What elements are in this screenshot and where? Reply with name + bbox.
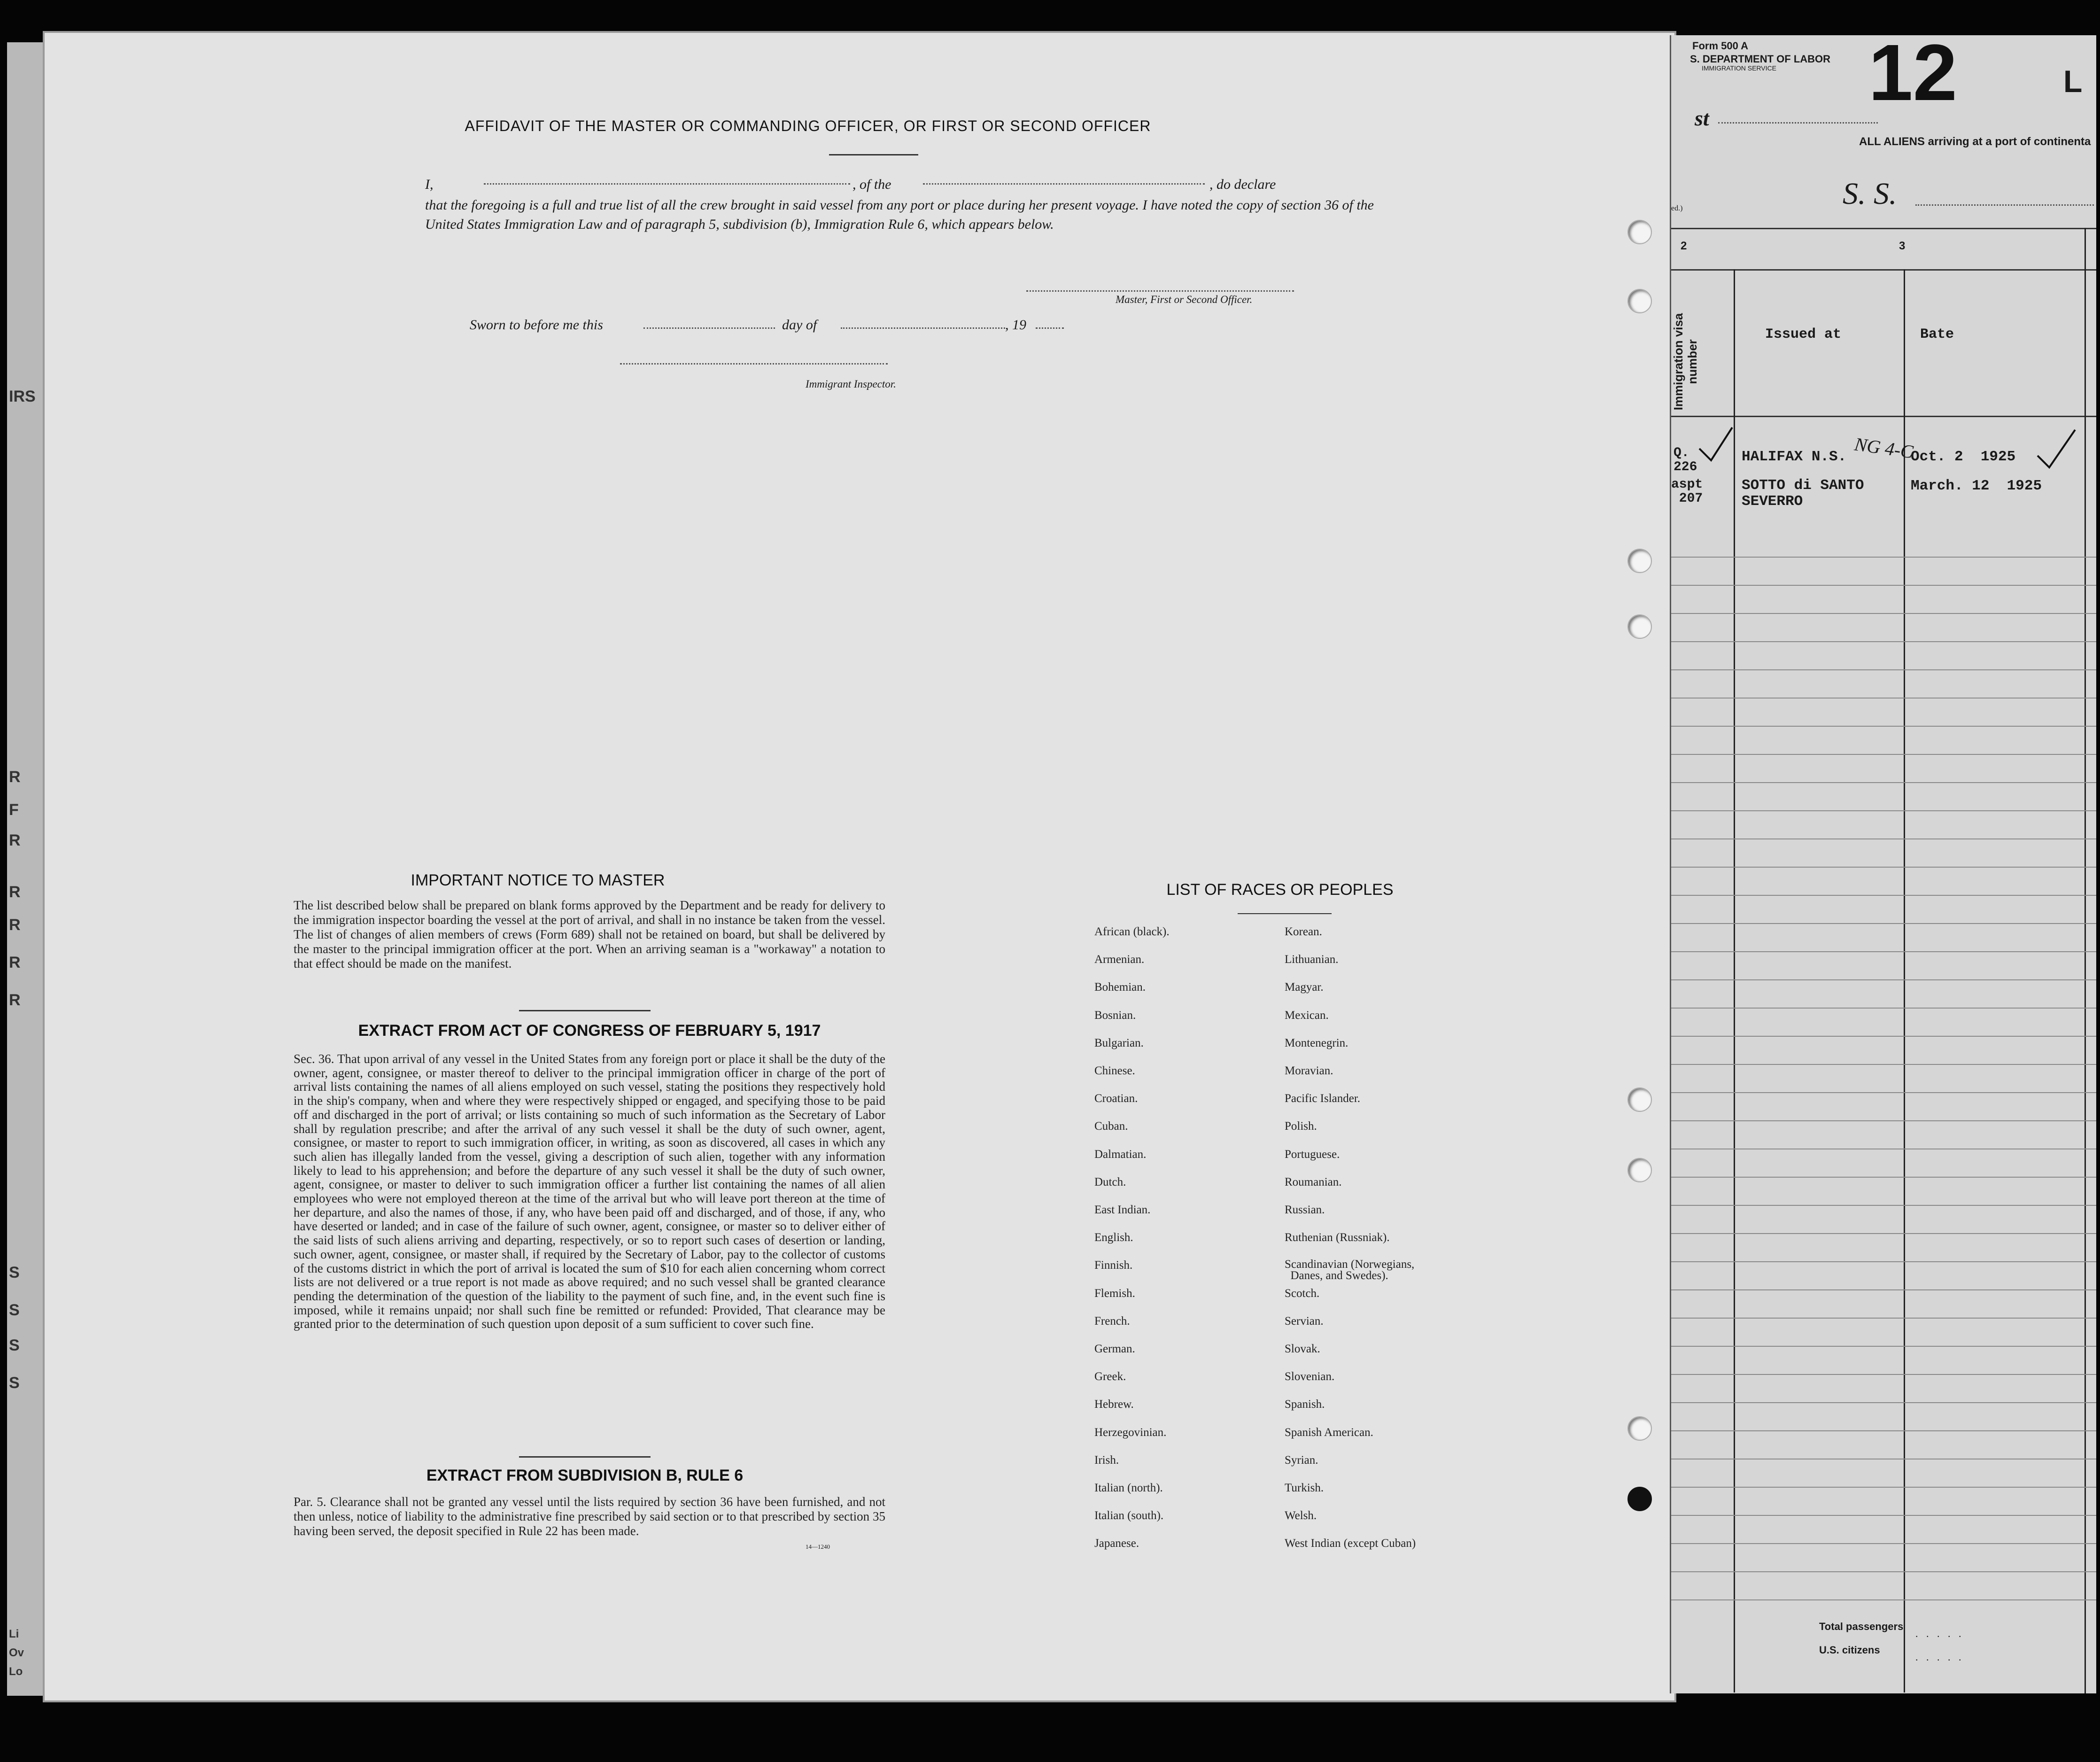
race-item: Mexican. [1285, 1009, 1329, 1022]
race-item: Scotch. [1285, 1287, 1320, 1300]
issued-at-cell: SOTTO di SANTO SEVERRO [1742, 477, 1864, 510]
edge-letter: Ov [9, 1646, 24, 1659]
table-top-rule [1671, 228, 2096, 229]
divider [519, 1456, 651, 1458]
master-signature-line [1026, 290, 1294, 292]
race-item: Italian (south). [1094, 1509, 1164, 1522]
year-label: , 19 [1005, 317, 1026, 333]
race-item: English. [1094, 1231, 1133, 1244]
blank-line [1718, 122, 1878, 124]
row-rule [1671, 1233, 2096, 1234]
master-label: Master, First or Second Officer. [1116, 294, 1253, 305]
column-number: 2 [1681, 240, 1687, 252]
row-rule [1671, 557, 2096, 558]
divider [519, 1010, 651, 1011]
race-item: Servian. [1285, 1314, 1324, 1327]
page-number: 12 [1868, 35, 1958, 117]
race-item: Hebrew. [1094, 1398, 1134, 1411]
month-blank [841, 327, 1005, 329]
notice-title: IMPORTANT NOTICE TO MASTER [411, 871, 665, 889]
race-item: Greek. [1094, 1370, 1126, 1383]
race-item: Bulgarian. [1094, 1036, 1144, 1049]
row-rule [1671, 1346, 2096, 1347]
row-rule [1671, 1036, 2096, 1037]
race-item: Lithuanian. [1285, 953, 1339, 966]
form-code: 14—1240 [806, 1543, 830, 1550]
row-rule [1671, 1430, 2096, 1431]
row-rule [1671, 1318, 2096, 1319]
row-rule [1671, 838, 2096, 839]
edge-letter: S [9, 1374, 20, 1392]
race-item: German. [1094, 1343, 1135, 1355]
row-rule [1671, 1599, 2096, 1600]
race-item: Russian. [1285, 1203, 1325, 1216]
race-item: Ruthenian (Russniak). [1285, 1231, 1390, 1244]
races-column-1 [1094, 925, 1292, 1592]
edge-letter: S [9, 1301, 20, 1319]
race-item: Roumanian. [1285, 1175, 1342, 1188]
punch-hole [1627, 1416, 1652, 1441]
notice-text: The list described below shall be prepared on blank forms approved by the Department and be ready for delivery to the immigration inspector boarding the vessel at the port of arrival, and shall in no instance be taken from the vessel. The list of changes of alien members of crews (Form 689) shall not be retained on board, but shall be delivered by the master to the principal immigration officer at the port. When an arriving seaman is a "workaway" a notation to that effect should be made on the manifest. [294, 898, 885, 970]
row-rule [1671, 1543, 2096, 1544]
ed-fragment: ed.) [1671, 204, 1683, 212]
race-item: West Indian (except Cuban) [1285, 1537, 1416, 1550]
row-rule [1671, 1008, 2096, 1009]
row-rule [1671, 613, 2096, 614]
row-rule [1671, 669, 2096, 670]
sworn-label: Sworn to before me this [470, 317, 603, 333]
row-rule [1671, 1177, 2096, 1178]
row-rule [1671, 1261, 2096, 1262]
row-rule [1671, 726, 2096, 727]
row-rule [1671, 1120, 2096, 1121]
punch-hole [1627, 1487, 1652, 1511]
inspector-signature-line [620, 363, 888, 365]
edge-letter: R [9, 916, 21, 934]
of-the-label: , of the [852, 177, 891, 192]
punch-hole [1627, 1087, 1652, 1112]
edge-letter: F [9, 801, 19, 819]
row-rule [1671, 698, 2096, 699]
punch-hole [1627, 1158, 1652, 1182]
race-item: Slovenian. [1285, 1370, 1335, 1383]
row-rule [1671, 641, 2096, 642]
row-rule [1671, 1064, 2096, 1065]
edge-letter: Lo [9, 1665, 23, 1678]
punch-hole [1627, 289, 1652, 313]
manifest-sheet: Form 500 A S. DEPARTMENT OF LABOR IMMIGRATION SERVICE 12 L st ALL ALIENS arriving at a port of continenta ed.) S. S. 2 3 Immigration visa number Issued at Bate Q. 226 HALIFAX N.S. NG 4-C Oct. 2 1925 aspt 207 SOTTO di SANTO SEVERRO March. 12 1925 Total passengers . . . . . U.S. citizens . . . . . [1670, 35, 2096, 1693]
race-item: Herzegovinian. [1094, 1426, 1167, 1439]
race-item: French. [1094, 1314, 1130, 1327]
race-item: Polish. [1285, 1120, 1317, 1133]
race-item: Welsh. [1285, 1509, 1317, 1522]
race-item: East Indian. [1094, 1203, 1151, 1216]
row-rule [1671, 1515, 2096, 1516]
ship-name-blank [1915, 204, 2094, 206]
issued-at-header: Issued at [1765, 326, 1842, 342]
race-item: Bosnian. [1094, 1009, 1136, 1022]
race-item: Italian (north). [1094, 1482, 1163, 1494]
divider [829, 154, 918, 155]
row-rule [1671, 782, 2096, 783]
crew-list-form-sheet [45, 33, 1674, 1700]
all-aliens-title: ALL ALIENS arriving at a port of continenta [1859, 135, 2091, 148]
row-rule [1671, 951, 2096, 952]
edge-letter: R [9, 831, 21, 849]
name-blank [484, 183, 850, 185]
year-blank [1036, 327, 1064, 329]
race-item: Portuguese. [1285, 1148, 1340, 1161]
edge-letter: R [9, 991, 21, 1009]
service-label: IMMIGRATION SERVICE [1702, 64, 1776, 72]
day-of-label: day of [782, 317, 817, 333]
affidavit-title: AFFIDAVIT OF THE MASTER OR COMMANDING OFFICER, OR FIRST OR SECOND OFFICER [465, 117, 1151, 134]
corner-letter: L [2063, 64, 2083, 99]
row-rule [1671, 754, 2096, 755]
races-column-2 [1285, 925, 1548, 1592]
row-rule [1671, 1487, 2096, 1488]
race-item: Moravian. [1285, 1064, 1333, 1077]
race-item: Dalmatian. [1094, 1148, 1147, 1161]
edge-letter: R [9, 768, 21, 786]
race-item: Magyar. [1285, 981, 1324, 994]
us-citizens-dots: . . . . . [1915, 1651, 1964, 1663]
extract-act-title: EXTRACT FROM ACT OF CONGRESS OF FEBRUARY 5, 1917 [358, 1022, 821, 1040]
extract-rule-text: Par. 5. Clearance shall not be granted any vessel until the lists required by section 36 have been furnished, and not then unless, notice of liability to the administrative fine prescribed by said section or to that prescribed by section 35 having been served, the deposit specified in Rule 22 has been made. [294, 1495, 885, 1538]
row-rule [1671, 585, 2096, 586]
race-item: Montenegrin. [1285, 1036, 1348, 1049]
race-item: Armenian. [1094, 953, 1145, 966]
sworn-line [470, 317, 1127, 341]
race-item: Syrian. [1285, 1453, 1318, 1467]
affidavit-declaration-block [425, 174, 1374, 234]
total-passengers-dots: . . . . . [1915, 1628, 1964, 1639]
i-label: I, [425, 177, 434, 192]
department-label: S. DEPARTMENT OF LABOR [1690, 53, 1831, 65]
row-rule [1671, 979, 2096, 980]
edge-letter: R [9, 883, 21, 901]
date-header: Bate [1920, 326, 1954, 342]
race-item: Spanish. [1285, 1398, 1325, 1411]
race-item: African (black). [1094, 925, 1170, 938]
date-cell: March. 12 1925 [1911, 478, 2042, 494]
punch-hole [1627, 614, 1652, 639]
edge-letter: R [9, 954, 21, 971]
race-item: Spanish American. [1285, 1426, 1373, 1439]
punch-hole [1627, 549, 1652, 573]
edge-letter: IRS [9, 388, 36, 405]
sworn-day-blank [643, 327, 775, 329]
extract-act-text: Sec. 36. That upon arrival of any vessel in the United States from any foreign port or place it shall be the duty of the owner, agent, consignee, or master thereof to deliver to the principal immigration officer in charge of the port of arrival lists containing the names of all aliens employed on such vessel, stating the positions they respectively hold in the ship's company, when and where they were respectively shipped or engaged, and specifying those to be paid off and discharged in the port of arrival; or lists containing so much of such information as the Secretary of Labor shall by regulation prescribe; and after the arrival of any such vessel it shall be the duty of such owner, agent, consignee, or master to report to such immigration officer, in writing, as soon as discovered, all cases in which any such alien has illegally landed from the vessel, giving a description of such alien, together with any information likely to lead to his apprehension; and before the departure of any such vessel it shall be the duty of such owner, agent, consignee, or master to deliver to such immigration officer a further list containing the names of all alien employees who were not employed thereon at the time of the arrival but who will leave port thereon at the time of her departure, and also the names of those, if any, who have been paid off and discharged, and of those, if any, who have deserted or landed; and in case of the failure of such owner, agent, consignee, or master so to deliver either of the said lists of such aliens arriving and departing, respectively, or so to report such cases of desertion or landing, such owner, agent, consignee, or master shall, if required by the Secretary of Labor, pay to the collector of customs of the customs district in which the port of arrival is located the sum of $10 for each alien concerning whom correct lists are not delivered or a true report is not made as above required; and no such vessel shall be granted clearance pending the determination of the question of the liability to the payment of such fine, and, in the event such fine is imposed, while it remains unpaid; nor shall such fine be remitted or refunded: Provided, That clearance may be granted prior to the determination of such question upon deposit of a sum sufficient to cover such fine. [294, 1052, 885, 1331]
declaration-text: that the foregoing is a full and true list of all the crew brought in said vessel from any port or place during her present voyage. I have noted the copy of section 36 of the United States Immigration Law and of paragraph 5, subdivision (b), Immigration Rule 6, which appears below. [425, 197, 1374, 232]
visa-number-cell: aspt 207 [1671, 477, 1703, 506]
row-rule [1671, 923, 2096, 924]
issued-at-cell: HALIFAX N.S. [1742, 449, 1847, 465]
races-title: LIST OF RACES OR PEOPLES [1166, 881, 1394, 899]
inspector-label: Immigrant Inspector. [806, 378, 896, 390]
race-item: Dutch. [1094, 1175, 1126, 1188]
row-rule [1671, 1571, 2096, 1572]
ruled-rows [1671, 557, 2096, 1656]
visa-number-cell: Q. 226 [1674, 446, 1697, 474]
list-fragment: st [1695, 106, 1709, 130]
race-item: Scandinavian (Norwegians, Danes, and Swedes). [1285, 1258, 1415, 1282]
do-declare-label: , do declare [1209, 177, 1276, 192]
us-citizens-label: U.S. citizens [1819, 1644, 1880, 1656]
race-item: Chinese. [1094, 1064, 1135, 1077]
row-rule [1671, 1205, 2096, 1206]
row-rule [1671, 867, 2096, 868]
race-item: Croatian. [1094, 1092, 1138, 1105]
edge-letter: Li [9, 1628, 19, 1640]
row-rule [1671, 1374, 2096, 1375]
race-item: Cuban. [1094, 1120, 1128, 1133]
race-item: Korean. [1285, 925, 1322, 938]
row-rule [1671, 810, 2096, 811]
row-rule [1671, 1402, 2096, 1403]
vessel-blank [923, 183, 1205, 185]
date-cell: Oct. 2 1925 [1911, 449, 2016, 465]
ss-label: S. S. [1843, 177, 1897, 211]
total-passengers-label: Total passengers [1819, 1621, 1904, 1632]
extract-rule-title: EXTRACT FROM SUBDIVISION B, RULE 6 [426, 1467, 744, 1484]
edge-letter: S [9, 1336, 20, 1354]
row-rule [1671, 1289, 2096, 1290]
divider [1238, 913, 1332, 914]
edge-letter: S [9, 1264, 20, 1281]
race-item: Irish. [1094, 1453, 1119, 1467]
race-item: Bohemian. [1094, 981, 1146, 994]
race-item: Japanese. [1094, 1537, 1139, 1550]
check-marks [1671, 420, 2096, 486]
row-rule [1671, 895, 2096, 896]
row-rule [1671, 1092, 2096, 1093]
punch-hole [1627, 220, 1652, 244]
race-item: Pacific Islander. [1285, 1092, 1361, 1105]
column-number: 3 [1899, 240, 1906, 252]
race-item: Finnish. [1094, 1259, 1133, 1272]
race-item: Flemish. [1094, 1287, 1135, 1300]
race-item: Turkish. [1285, 1482, 1324, 1494]
handwritten-annotation: NG 4-C [1853, 433, 1915, 463]
form-number: Form 500 A [1692, 40, 1749, 52]
race-item: Slovak. [1285, 1343, 1320, 1355]
